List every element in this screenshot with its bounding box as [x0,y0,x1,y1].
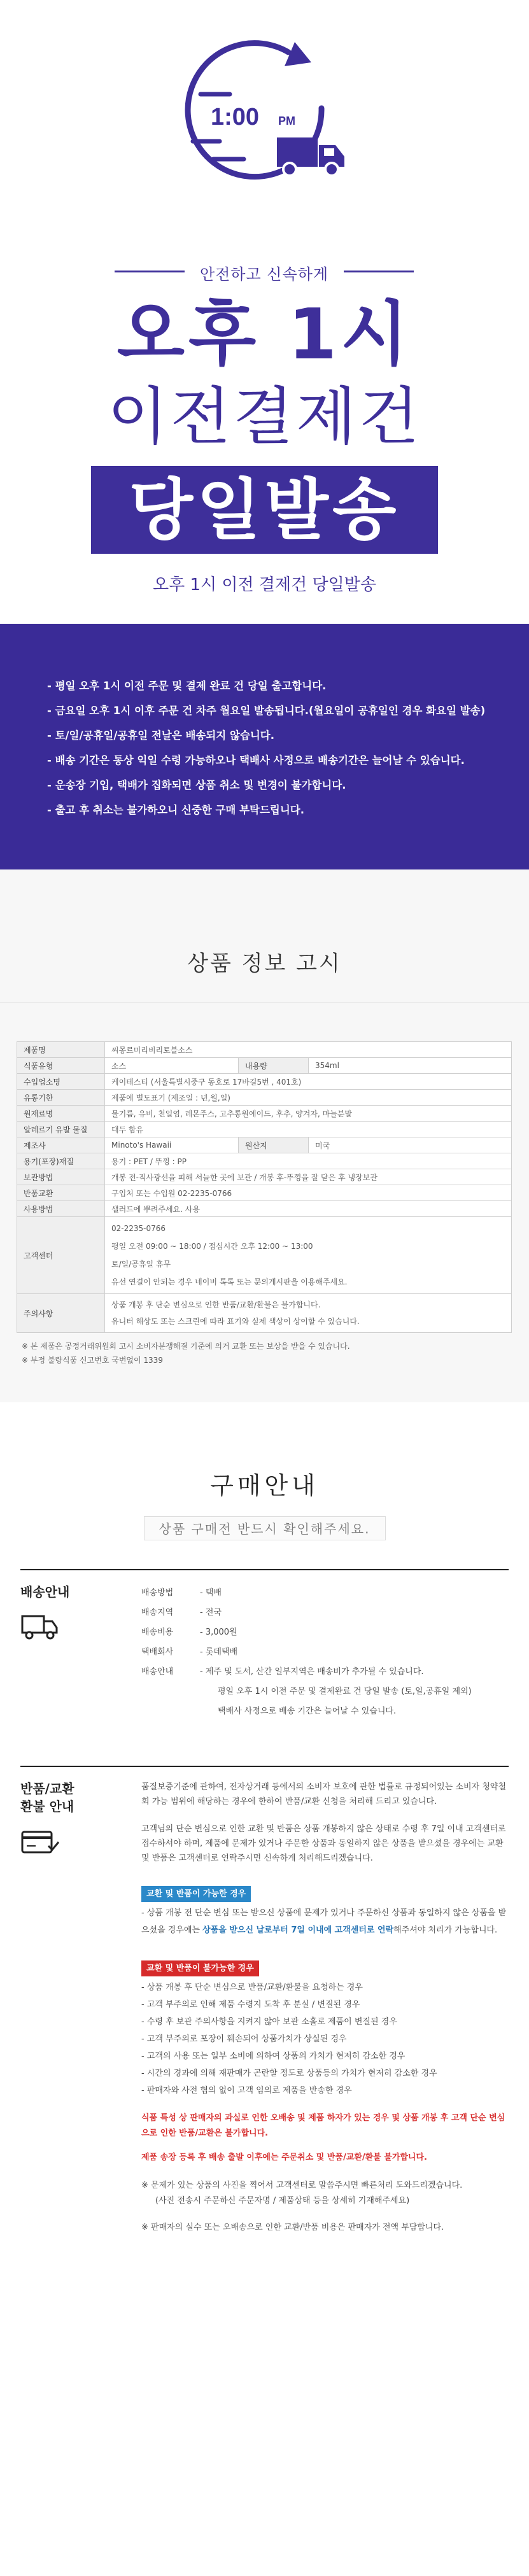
shipping-row: 배송방법 - 택배 [141,1588,222,1598]
row-value: 용기 : PET / 뚜껑 : PP [105,1153,512,1169]
caution-line: 상품 개봉 후 단순 변심으로 인한 반품/교환/환불은 불가합니다. [111,1300,321,1309]
notice-item: - 토/일/공휴일/공휴일 전날은 배송되지 않습니다. [47,729,275,742]
product-info-title: 상품 정보 고시 [187,951,342,976]
row-key: 제조사 [17,1137,105,1153]
row-value: 물기름, 유비, 천일염, 레몬주스, 고추통원에이드, 후추, 양겨자, 마늘분말 [105,1106,512,1122]
row-key: 사용방법 [17,1201,105,1217]
row-value: 소스 [105,1058,239,1074]
list-item: - 고객의 사용 또는 일부 소비에 의하여 상품의 가치가 현저히 감소한 경우 [141,2052,406,2061]
contact-cell [105,1217,512,1294]
table-row [17,1137,512,1153]
shipping-section [20,1569,509,1740]
hero-headline-2: 이전결제건 [107,381,422,453]
notice-item: - 평일 오후 1시 이전 주문 및 결제 완료 건 당일 출고합니다. [47,680,327,692]
row-value: 구입처 또는 수입원 02-2235-0766 [105,1185,512,1201]
returns-ok-tag: 교환 및 반품이 가능한 경우 [141,1886,251,1902]
row-key: 보관방법 [17,1169,105,1185]
table-row [17,1074,512,1090]
shipping-title: 배송안내 [20,1584,70,1600]
returns-note: ※ 문제가 있는 상품의 사진을 찍어서 고객센터로 말씀주시면 빠른처리 도와드리겠습니다. [141,2181,463,2190]
hero-same-day-box: 당일발송 [91,466,438,554]
row-value: 대두 함유 [105,1122,512,1137]
row-key: 제품명 [17,1042,105,1058]
row-key: 원산지 [239,1137,309,1153]
table-row [17,1042,512,1058]
row-value: 제품에 별도표기 (제조일 : 년,월,일) [105,1090,512,1106]
list-item: - 판매자와 사전 협의 없이 고객 임의로 제품을 반송한 경우 [141,2086,352,2095]
list-item: - 고객 부주의로 포장이 훼손되어 상품가치가 상실된 경우 [141,2034,347,2044]
list-item: - 상품 개봉 후 단순 변심으로 반품/교환/환불을 요청하는 경우 [141,1983,363,1992]
notice-item: - 금요일 오후 1시 이후 주문 건 차주 월요일 발송됩니다.(월요일이 공휴일인 경우 화요일 발송) [47,705,486,717]
returns-note: (사진 전송시 주문하신 주문자명 / 제품상태 등을 상세히 기재해주세요) [155,2196,410,2206]
info-footnotes [22,1339,529,1367]
table-row [17,1217,512,1294]
hero-tagline: 안전하고 신속하게 [185,259,344,286]
row-key: 주의사항 [17,1294,105,1333]
row-key: 식품유형 [17,1058,105,1074]
returns-note: ※ 판매자의 실수 또는 오배송으로 인한 교환/반품 비용은 판매자가 전액 부담합니다. [141,2223,444,2232]
row-key: 용기(포장)재질 [17,1153,105,1169]
shipping-row: 배송안내 - 제주 및 도서, 산간 일부지역은 배송비가 추가될 수 있습니다. [141,1667,424,1677]
product-info-section [0,869,529,1402]
purchase-guide-section [0,1402,529,2305]
notice-item: - 운송장 기입, 택배가 집화되면 상품 취소 및 변경이 불가합니다. [47,779,346,791]
clock-time: 1:00 [211,104,260,130]
row-value: 개봉 전-직사광선을 피해 서늘한 곳에 보관 / 개봉 후-뚜껑을 잘 닫은 후 냉장보관 [105,1169,512,1185]
table-row [17,1201,512,1217]
footnote: ※ 본 제품은 공정거래위원회 고시 소비자분쟁해결 기준에 의거 교환 또는 보상을 받을 수 있습니다. [22,1342,350,1351]
table-row [17,1058,512,1074]
caution-cell [105,1294,512,1333]
caution-line: 유니터 해상도 또는 스크린에 따라 표기와 실제 색상이 상이할 수 있습니다. [111,1317,360,1326]
table-row [17,1294,512,1333]
product-info-table [17,1041,512,1333]
row-key: 원재료명 [17,1106,105,1122]
row-key: 알레르기 유발 물질 [17,1122,105,1137]
shipping-row: 배송비용 - 3,000원 [141,1628,237,1637]
returns-paragraph: 품질보증기준에 관하여, 전자상거래 등에서의 소비자 보호에 관한 법률로 규정되어있는 소비자 청약철회 가능 범위에 해당하는 경우에 한하여 반품/교환 신청을 처리해 드리고 있습니다. [141,1782,506,1806]
contact-line: 02-2235-0766 [111,1224,166,1233]
guide-subtitle: 상품 구매전 반드시 확인해주세요. [144,1516,386,1540]
row-value: 354ml [309,1058,512,1074]
returns-warning: 식품 특성 상 판매자의 과실로 인한 오배송 및 제품 하자가 있는 경우 및 상품 개봉 후 고객 단순 변심으로 인한 반품/교환은 불가합니다. [141,2113,505,2138]
shipping-extra: 택배사 사정으로 배송 기간은 늘어날 수 있습니다. [218,1707,397,1716]
list-item: - 고객 부주의로 인해 제품 수령지 도착 후 분실 / 변질된 경우 [141,2000,360,2009]
returns-warning: 제품 송장 등록 후 배송 출발 이후에는 주문취소 및 반품/교환/환불 불가합니다. [141,2153,427,2162]
returns-title-1: 반품/교환 [20,1781,74,1796]
row-key: 내용량 [239,1058,309,1074]
footnote: ※ 부정 불량식품 신고번호 국번없이 1339 [22,1356,163,1365]
table-row [17,1185,512,1201]
table-row [17,1122,512,1137]
contact-line: 토/일/공휴일 휴무 [111,1260,171,1269]
table-row [17,1090,512,1106]
returns-title-2: 환불 안내 [20,1799,74,1814]
returns-paragraph: 고객님의 단순 변심으로 인한 교환 및 반품은 상품 개봉하지 않은 상태로 수령 후 7일 이내 고객센터로 접수하셔야 하며, 제품에 문제가 있거나 주문한 상품과 동일하지 않은 상품을 받으셨을 경우에는 교환 및 반품은 고객센터로 연락주시면 신속하게 처리해드리겠습니다. [141,1824,506,1863]
row-value: 케이테스티 (서울특별시중구 동호로 17바길5번 , 401호) [105,1074,512,1090]
shipping-notice [0,624,529,869]
hero-headline-1: 오후 1시 [116,293,413,375]
returns-section [20,1766,509,2255]
hero-section [0,0,529,624]
notice-item: - 배송 기간은 통상 익일 수령 가능하오나 택배사 사정으로 배송기간은 늘어날 수 있습니다. [47,754,465,766]
card-icon [20,1827,60,1859]
list-item: - 수령 후 보관 주의사항을 지켜지 않아 보관 소홀로 제품이 변질된 경우 [141,2017,397,2027]
row-key: 반품교환 [17,1185,105,1201]
clock-truck-icon [175,33,353,199]
clock-pm: PM [278,115,295,127]
returns-ok-text: - 상품 개봉 전 단순 변심 또는 받으신 상품에 문제가 있거나 주문하신 상품과 동일하지 않은 상품을 받으셨을 경우에는 상품을 받으신 날로부터 7일 이내에 고객센터로 연락해주셔야 처리가 가능합니다. [141,1908,507,1935]
truck-icon [20,1612,59,1642]
row-value: 샐러드에 뿌려주세요. 사용 [105,1201,512,1217]
row-key: 유통기한 [17,1090,105,1106]
contact-line: 유선 연결이 안되는 경우 네이버 톡톡 또는 문의게시판을 이용해주세요. [111,1277,348,1286]
shipping-row: 배송지역 - 전국 [141,1608,222,1617]
row-key: 고객센터 [17,1217,105,1294]
returns-no-tag: 교환 및 반품이 불가능한 경우 [141,1960,259,1976]
list-item: - 시간의 경과에 의해 재판매가 곤란할 정도로 상품등의 가치가 현저히 감소한 경우 [141,2069,437,2078]
contact-line: 평일 오전 09:00 ~ 18:00 / 점심시간 오후 12:00 ~ 13:00 [111,1242,313,1251]
notice-item: - 출고 후 취소는 불가하오니 신중한 구매 부탁드립니다. [47,804,304,816]
shipping-row: 택배회사 - 롯데택배 [141,1647,238,1657]
row-value: 미국 [309,1137,512,1153]
shipping-extra: 평일 오후 1시 이전 주문 및 결제완료 건 당일 발송 (토,일,공휴일 제외) [218,1687,472,1696]
table-row [17,1169,512,1185]
table-row [17,1106,512,1122]
guide-title: 구매안내 [210,1472,319,1500]
table-row [17,1153,512,1169]
hero-subtitle: 오후 1시 이전 결제건 당일발송 [153,575,376,595]
row-key: 수입업소명 [17,1074,105,1090]
row-value: 씨몽르미리비리토블소스 [105,1042,512,1058]
row-value: Minoto's Hawaii [105,1137,239,1153]
